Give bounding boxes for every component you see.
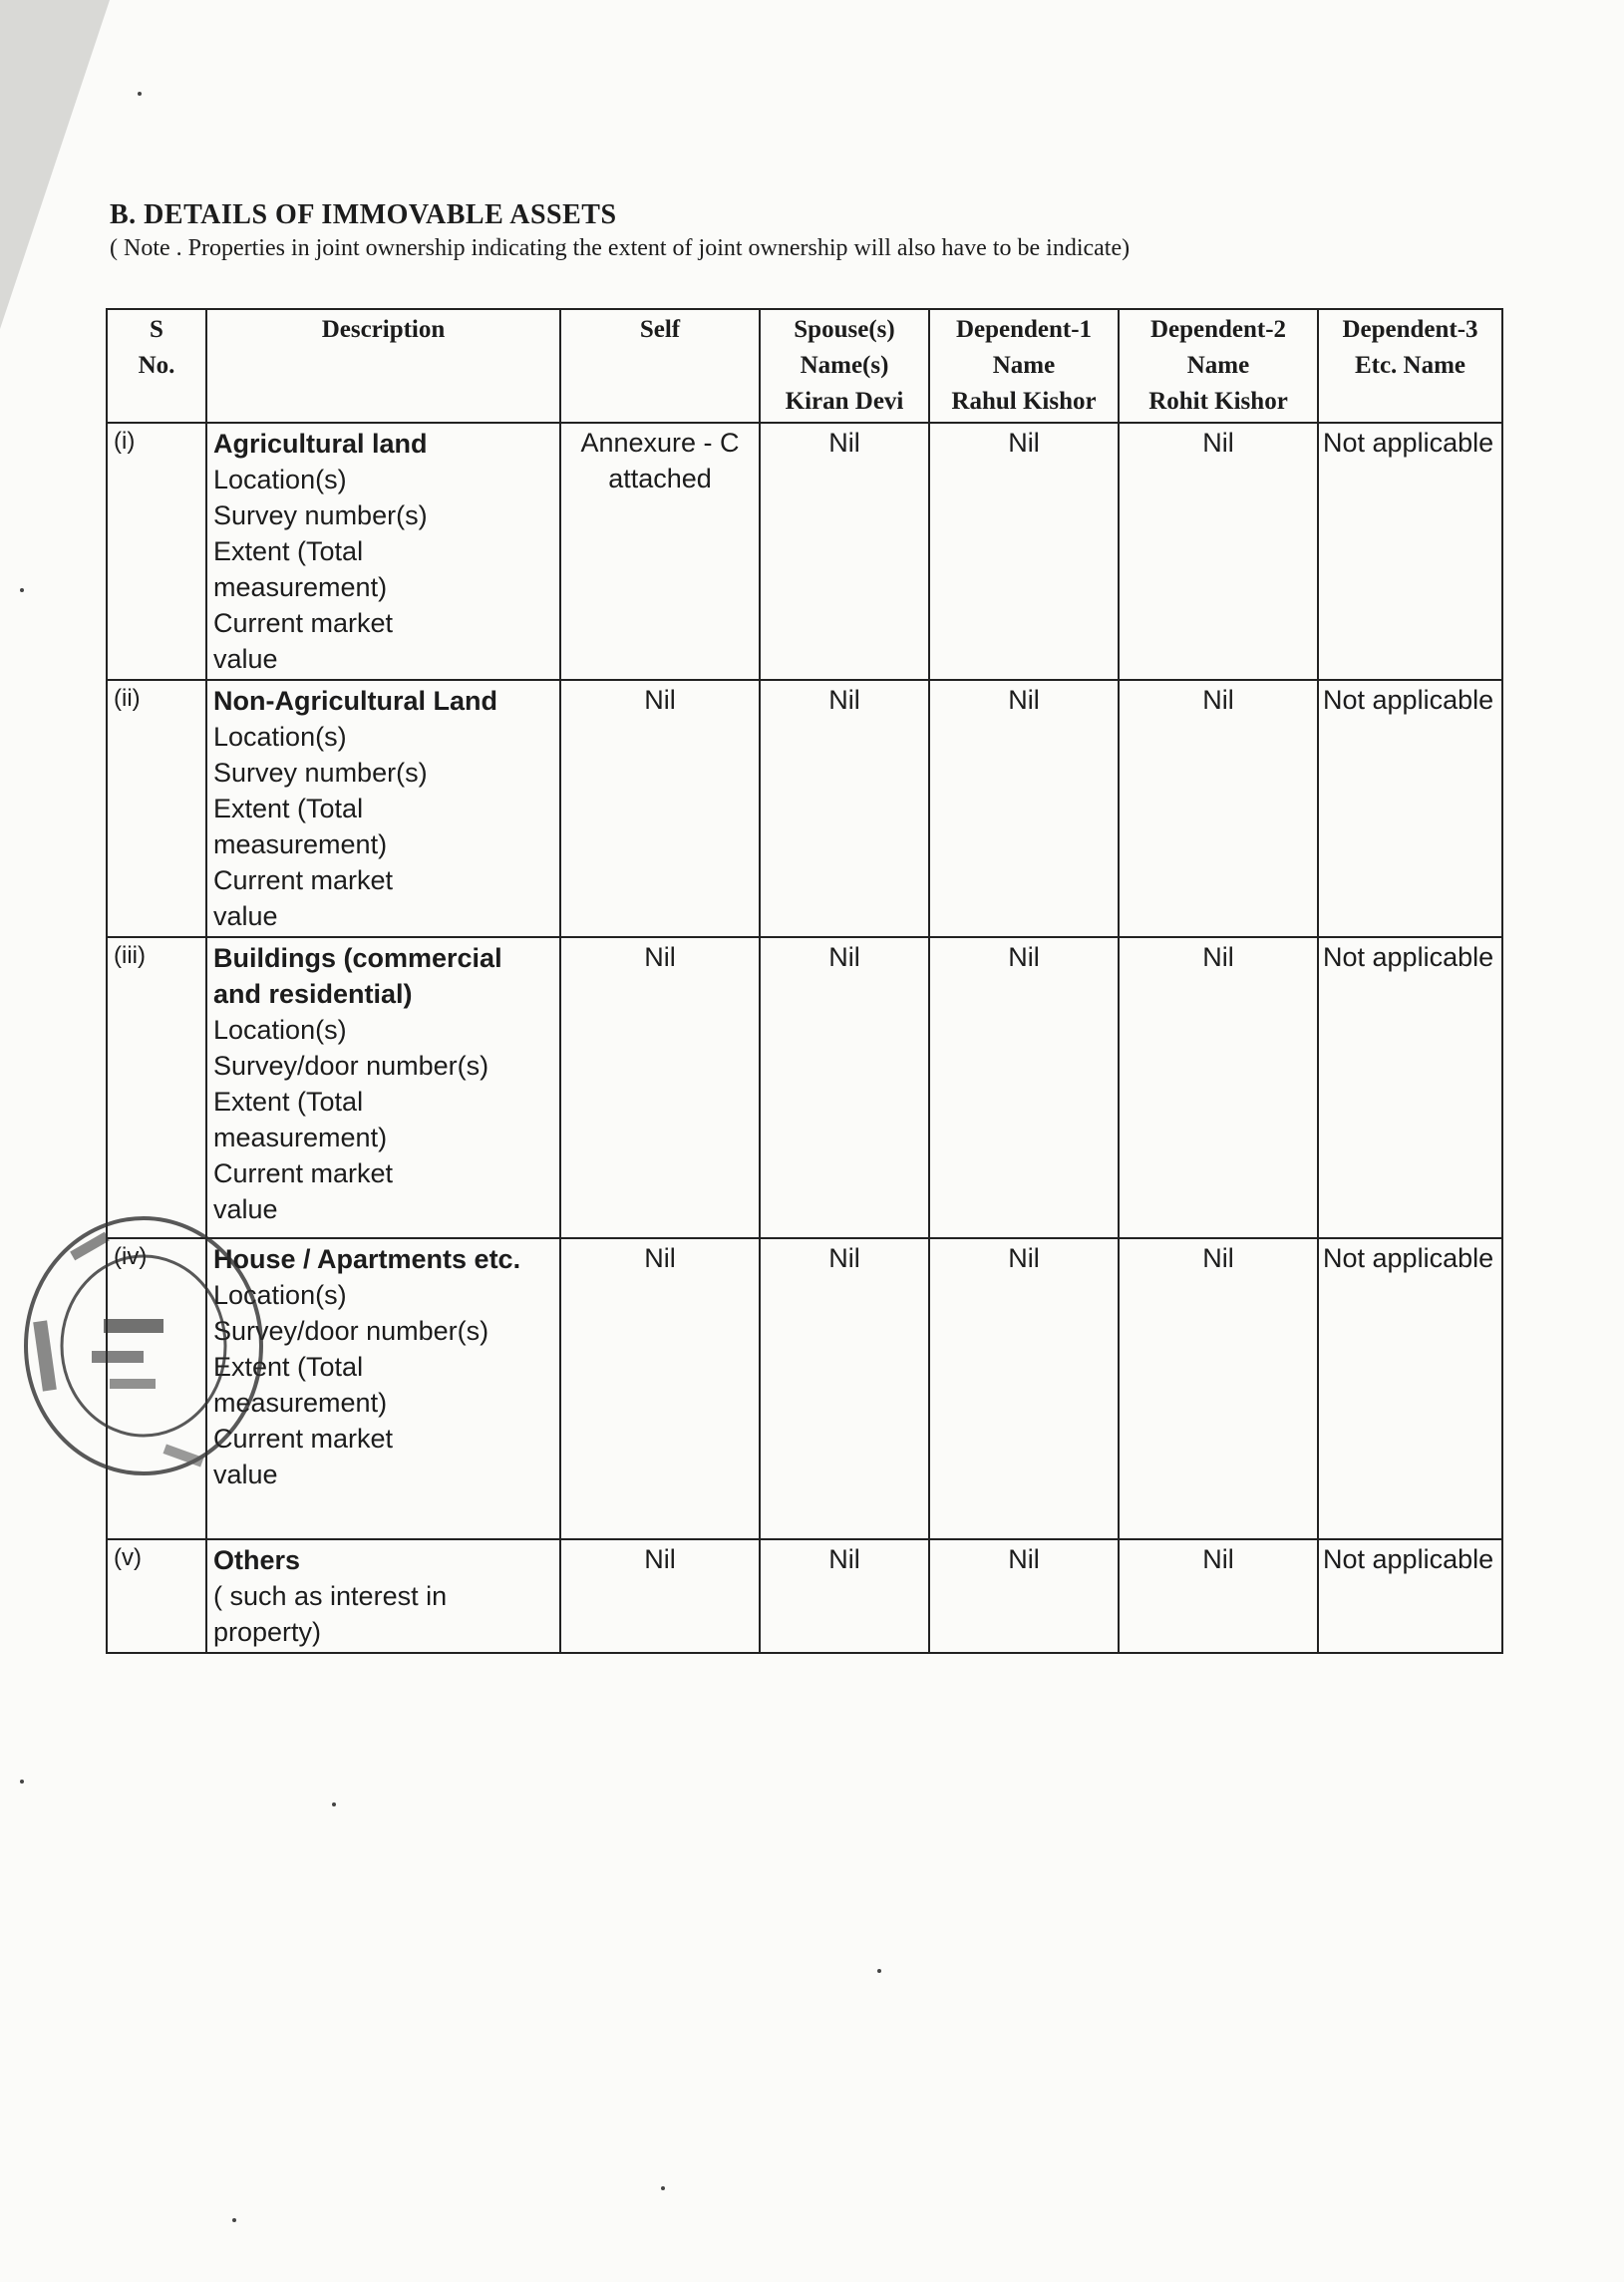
serial-number-cell: (ii) — [107, 680, 206, 937]
description-line: Location(s) — [213, 465, 347, 494]
table-body — [107, 423, 1502, 1653]
scan-speck — [232, 2218, 236, 2222]
description-cell — [206, 1539, 560, 1653]
section-title: B. DETAILS OF IMMOVABLE ASSETS — [110, 199, 617, 230]
spouse-value-cell: Nil — [760, 680, 929, 937]
asset-type-label: Others — [213, 1545, 301, 1575]
description-line: measurement) — [213, 1123, 388, 1152]
dependent-3-value-cell: Not applicable — [1318, 423, 1502, 680]
column-header-line: Spouse(s) — [794, 316, 895, 343]
description-line: measurement) — [213, 829, 388, 859]
column-header — [760, 309, 929, 423]
description-line: Current market — [213, 1158, 394, 1188]
serial-number-cell: (v) — [107, 1539, 206, 1653]
description-line: Extent (Total — [213, 794, 364, 823]
dependent-1-value-cell: Nil — [929, 1539, 1119, 1653]
description-line: Current market — [213, 1424, 394, 1454]
description-line: Location(s) — [213, 1280, 347, 1310]
column-header-line: Description — [321, 316, 446, 343]
spouse-value-cell: Nil — [760, 1238, 929, 1539]
spouse-value-cell: Nil — [760, 937, 929, 1238]
asset-type-label: Agricultural land — [213, 429, 428, 459]
description-line: value — [213, 644, 278, 674]
asset-type-label: Buildings (commercial and residential) — [213, 943, 502, 1009]
scan-corner-shadow — [0, 0, 110, 329]
scan-speck — [877, 1969, 881, 1973]
description-line: property) — [213, 1617, 322, 1647]
column-header-line: Rahul Kishor — [951, 388, 1097, 415]
description-line: Extent (Total — [213, 536, 364, 566]
dependent-3-value-cell: Not applicable — [1318, 680, 1502, 937]
self-value-cell: Nil — [560, 937, 760, 1238]
self-value-cell: Annexure - C attached — [560, 423, 760, 680]
description-cell — [206, 423, 560, 680]
column-header-line: Name — [992, 352, 1056, 379]
column-header-line: Name(s) — [800, 352, 889, 379]
dependent-1-value-cell: Nil — [929, 423, 1119, 680]
dependent-2-value-cell: Nil — [1119, 937, 1318, 1238]
description-line: Survey/door number(s) — [213, 1316, 489, 1346]
description-line: value — [213, 1460, 278, 1489]
description-line: Current market — [213, 865, 394, 895]
dependent-1-value-cell: Nil — [929, 1238, 1119, 1539]
column-header — [929, 309, 1119, 423]
self-value-cell: Nil — [560, 680, 760, 937]
scan-speck — [20, 1780, 24, 1784]
scan-speck — [661, 2186, 665, 2190]
scan-speck — [138, 92, 142, 96]
description-line: value — [213, 1194, 278, 1224]
serial-number-cell: (i) — [107, 423, 206, 680]
dependent-2-value-cell: Nil — [1119, 423, 1318, 680]
column-header-line: Etc. Name — [1354, 352, 1466, 379]
column-header — [107, 309, 206, 423]
description-line: ( such as interest in — [213, 1581, 448, 1611]
dependent-2-value-cell: Nil — [1119, 1238, 1318, 1539]
dependent-3-value-cell: Not applicable — [1318, 1238, 1502, 1539]
self-value-cell: Nil — [560, 1539, 760, 1653]
dependent-1-value-cell: Nil — [929, 937, 1119, 1238]
description-line: Current market — [213, 608, 394, 638]
column-header-line: Rohit Kishor — [1148, 388, 1288, 415]
column-header — [560, 309, 760, 423]
immovable-assets-table — [106, 308, 1503, 1654]
description-line: Location(s) — [213, 1015, 347, 1045]
description-line: measurement) — [213, 572, 388, 602]
self-value-cell: Nil — [560, 1238, 760, 1539]
description-line: Extent (Total — [213, 1087, 364, 1117]
table-row — [107, 423, 1502, 680]
column-header-line: Kiran Devi — [785, 388, 904, 415]
column-header — [1119, 309, 1318, 423]
column-header-line: Dependent-1 — [955, 316, 1093, 343]
scan-speck — [20, 588, 24, 592]
dependent-3-value-cell: Not applicable — [1318, 937, 1502, 1238]
dependent-3-value-cell: Not applicable — [1318, 1539, 1502, 1653]
asset-type-label: Non-Agricultural Land — [213, 686, 497, 716]
description-line: Extent (Total — [213, 1352, 364, 1382]
spouse-value-cell: Nil — [760, 423, 929, 680]
column-header-line: Self — [639, 316, 681, 343]
description-line: measurement) — [213, 1388, 388, 1418]
description-line: Survey number(s) — [213, 758, 428, 788]
table-header-row — [107, 309, 1502, 423]
description-cell — [206, 937, 560, 1238]
section-note: ( Note . Properties in joint ownership indicating the extent of joint ownership will also have to be indicate) — [110, 235, 1131, 261]
asset-type-label: House / Apartments etc. — [213, 1244, 521, 1274]
column-header-line: Name — [1186, 352, 1250, 379]
table-row — [107, 680, 1502, 937]
column-header — [206, 309, 560, 423]
serial-number-cell: (iv) — [107, 1238, 206, 1539]
column-header-line: Dependent-2 — [1149, 316, 1287, 343]
column-header — [1318, 309, 1502, 423]
table-row — [107, 1238, 1502, 1539]
description-line: Survey number(s) — [213, 500, 428, 530]
dependent-1-value-cell: Nil — [929, 680, 1119, 937]
description-line: Location(s) — [213, 722, 347, 752]
column-header-line: Dependent-3 — [1342, 316, 1478, 343]
official-seal-stamp — [14, 1201, 273, 1490]
spouse-value-cell: Nil — [760, 1539, 929, 1653]
table-row — [107, 937, 1502, 1238]
column-header-line: S — [150, 316, 163, 343]
serial-number-cell: (iii) — [107, 937, 206, 1238]
column-header-line: No. — [138, 352, 175, 379]
table-row — [107, 1539, 1502, 1653]
scan-speck — [332, 1802, 336, 1806]
description-cell — [206, 680, 560, 937]
description-line: value — [213, 901, 278, 931]
dependent-2-value-cell: Nil — [1119, 680, 1318, 937]
dependent-2-value-cell: Nil — [1119, 1539, 1318, 1653]
description-line: Survey/door number(s) — [213, 1051, 489, 1081]
